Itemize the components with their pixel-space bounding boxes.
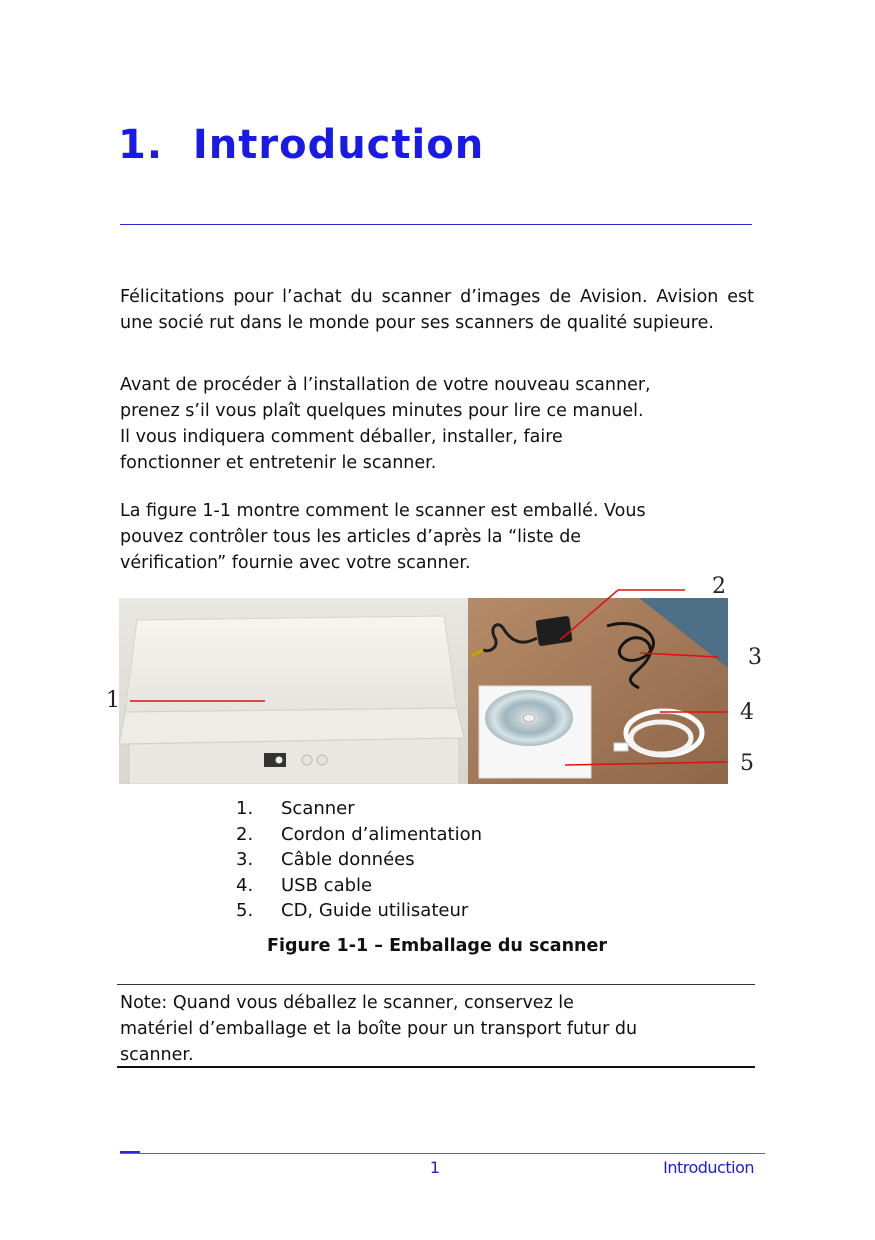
callout-2: 2 <box>712 574 726 599</box>
scanner-button-icon <box>317 755 327 765</box>
footer-section-title: Introduction <box>663 1158 754 1177</box>
paragraph-line: La figure 1-1 montre comment le scanner est emballé. Vous <box>120 501 646 521</box>
scanner-body <box>129 738 459 784</box>
legend-label: CD, Guide utilisateur <box>281 900 469 921</box>
scanner-panel <box>264 753 286 767</box>
packaging-paragraph <box>120 498 754 576</box>
packaging-photo <box>119 598 728 784</box>
legend-number: 4. <box>236 874 254 896</box>
callout-1: 1 <box>106 688 120 713</box>
paragraph-line: pouvez contrôler tous les articles d’après la “liste de <box>120 527 582 547</box>
paragraph-line: vérification” fournie avec votre scanner. <box>120 553 471 573</box>
note-top-rule <box>117 984 755 985</box>
note-line: Note: Quand vous déballez le scanner, conservez le <box>120 993 574 1013</box>
page-number: 1 <box>429 1158 441 1177</box>
chapter-title: 1. Introduction <box>118 122 485 168</box>
figure-legend <box>236 796 482 924</box>
title-rule <box>120 224 752 225</box>
legend-item <box>236 847 482 873</box>
legend-number: 1. <box>236 798 254 819</box>
power-adapter-icon <box>535 616 572 646</box>
note-line: matériel d’emballage et la boîte pour un transport futur du <box>120 1019 638 1039</box>
legend-label: Cordon d’alimentation <box>281 823 482 845</box>
scanner-button-icon <box>302 755 312 765</box>
legend-item <box>236 898 482 924</box>
usb-plug-icon <box>614 743 628 751</box>
paragraph-line: fonctionner et entretenir le scanner. <box>120 453 437 473</box>
callout-5: 5 <box>740 751 754 776</box>
scanner-button-icon <box>276 757 283 764</box>
paragraph-line: Il vous indiquera comment déballer, installer, faire <box>120 427 563 447</box>
cd-hole-icon <box>523 714 535 722</box>
legend-item <box>236 873 482 899</box>
legend-item <box>236 796 482 822</box>
intro-paragraph: Félicitations pour l’achat du scanner d’images de Avision. Avision est une socié rut dans le monde pour ses scanners de qualité supieure. <box>120 287 754 333</box>
legend-number: 3. <box>236 849 254 870</box>
footer-rule <box>120 1153 765 1154</box>
note-bottom-rule <box>117 1066 755 1068</box>
installation-paragraph <box>120 372 754 476</box>
legend-number: 5. <box>236 900 254 921</box>
paragraph-line: prenez s’il vous plaît quelques minutes pour lire ce manuel. <box>120 401 644 421</box>
legend-label: USB cable <box>281 874 373 896</box>
legend-number: 2. <box>236 823 254 845</box>
callout-3: 3 <box>748 645 762 670</box>
legend-item <box>236 822 482 848</box>
scanner-lid <box>125 616 457 712</box>
note-line: scanner. <box>120 1045 194 1065</box>
note-box <box>120 990 754 1068</box>
legend-label: Scanner <box>281 798 355 819</box>
paragraph-line: Avant de procéder à l’installation de votre nouveau scanner, <box>120 375 651 395</box>
callout-4: 4 <box>740 700 754 725</box>
figure-caption: Figure 1-1 – Emballage du scanner <box>267 936 607 956</box>
legend-label: Câble données <box>281 849 415 870</box>
